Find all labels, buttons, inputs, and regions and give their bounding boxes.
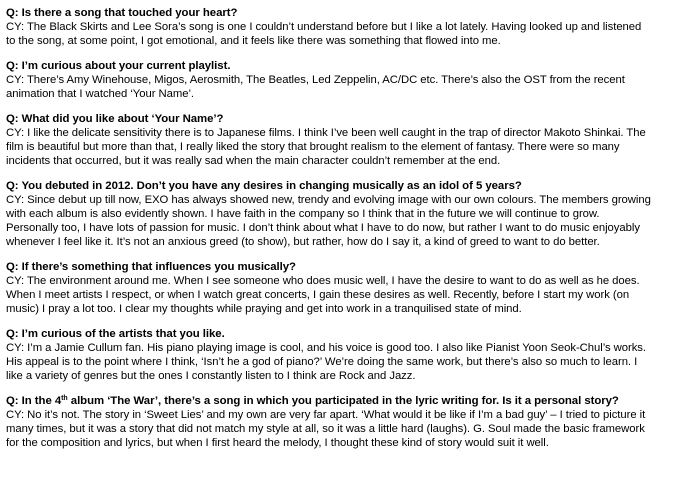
question: Q: I’m curious about your current playlist.: [6, 60, 231, 72]
answer-line: for the composition and lyrics, but when I first heard the melody, I thought these kind of story would suit it well.: [6, 437, 549, 449]
answer-line: whenever I feel like it. It’s not an anxious greed (to show), but rather, how do I say it, a kind of greed to want to do better.: [6, 236, 600, 248]
qa-block: [6, 112, 666, 168]
answer-line: CY: Since debut up till now, EXO has always showed new, trendy and evolving image with our own colours. The members growing: [6, 194, 651, 206]
answer-line: CY: The Black Skirts and Lee Sora’s song is one I couldn’t understand before but I like a lot lately. Having looked up and listened: [6, 21, 642, 33]
qa-block: [6, 394, 666, 450]
answer-line: film is beautiful but more than that, I really liked the story that brought realism to the element of fantasy. There were so many: [6, 141, 620, 153]
qa-block: [6, 179, 666, 249]
question: [6, 394, 666, 408]
answer: [6, 274, 666, 316]
answer-line: His appeal is to the point where I think, ‘Isn’t he a god of piano?’ We’re doing the same work, but there’s also so much to learn. I: [6, 356, 638, 368]
question: Q: You debuted in 2012. Don’t you have any desires in changing musically as an idol of 5 years?: [6, 180, 522, 192]
answer-line: CY: I’m a Jamie Cullum fan. His piano playing image is cool, and his voice is good too. I also like Pianist Yoon Seok-Chul’s works.: [6, 342, 646, 354]
answer-line: CY: There’s Amy Winehouse, Migos, Aerosmith, The Beatles, Led Zeppelin, AC/DC etc. There’s also the OST from the recent: [6, 74, 625, 86]
answer-line: CY: The environment around me. When I see someone who does music well, I have the desire to want to do as well as he does.: [6, 275, 640, 287]
answer-line: Personally too, I have lots of passion for music. I don’t think about what I have to do now, but rather I want to do music enjoyably: [6, 222, 640, 234]
answer: [6, 73, 666, 101]
answer-line: incidents that occurred, but it was really sad when the main character couldn’t remember at the end.: [6, 155, 501, 167]
ordinal-suffix: th: [61, 395, 68, 402]
answer-line: CY: I like the delicate sensitivity there is to Japanese films. I think I’ve been well caught in the trap of director Makoto Shinkai. The: [6, 127, 646, 139]
qa-block: [6, 260, 666, 316]
answer: [6, 193, 666, 249]
qa-block: [6, 327, 666, 383]
question: Q: What did you like about ‘Your Name’?: [6, 113, 224, 125]
answer-line: When I meet artists I respect, or when I watch great concerts, I gain these desires as well. Recently, before I start my work (on: [6, 289, 630, 301]
answer-line: to the song, at some point, I got emotional, and it feels like there was something that flowed into me.: [6, 35, 501, 47]
question: Q: If there’s something that influences you musically?: [6, 261, 296, 273]
answer-line: like a variety of genres but the ones I constantly listen to I think are Rock and Jazz.: [6, 370, 416, 382]
answer: [6, 408, 666, 450]
answer-line: with each album is also evidently shown. I have faith in the company so I think that in the future we will continue to grow.: [6, 208, 600, 220]
question: Q: Is there a song that touched your heart?: [6, 7, 238, 19]
answer-line: animation that I watched ‘Your Name’.: [6, 88, 195, 100]
question-text: Q: In the 4: [6, 395, 62, 407]
answer: [6, 126, 666, 168]
answer: [6, 341, 666, 383]
answer: [6, 20, 666, 48]
question-text: album ‘The War’, there’s a song in which you participated in the lyric writing for. Is it a personal story?: [67, 395, 619, 407]
answer-line: CY: No it’s not. The story in ‘Sweet Lies’ and my own are very far apart. ‘What would it be like if I’m a bad guy’ – I tried to picture it: [6, 409, 646, 421]
answer-line: music) I pray a lot too. I clear my thoughts while praying and get into work in a tranquilised state of mind.: [6, 303, 522, 315]
question: Q: I’m curious of the artists that you like.: [6, 328, 225, 340]
qa-block: [6, 59, 666, 101]
qa-block: [6, 6, 666, 48]
answer-line: many times, but it was a story that did not match my style at all, so it was a little hard (laughs). G. Soul made the basic framework: [6, 423, 645, 435]
